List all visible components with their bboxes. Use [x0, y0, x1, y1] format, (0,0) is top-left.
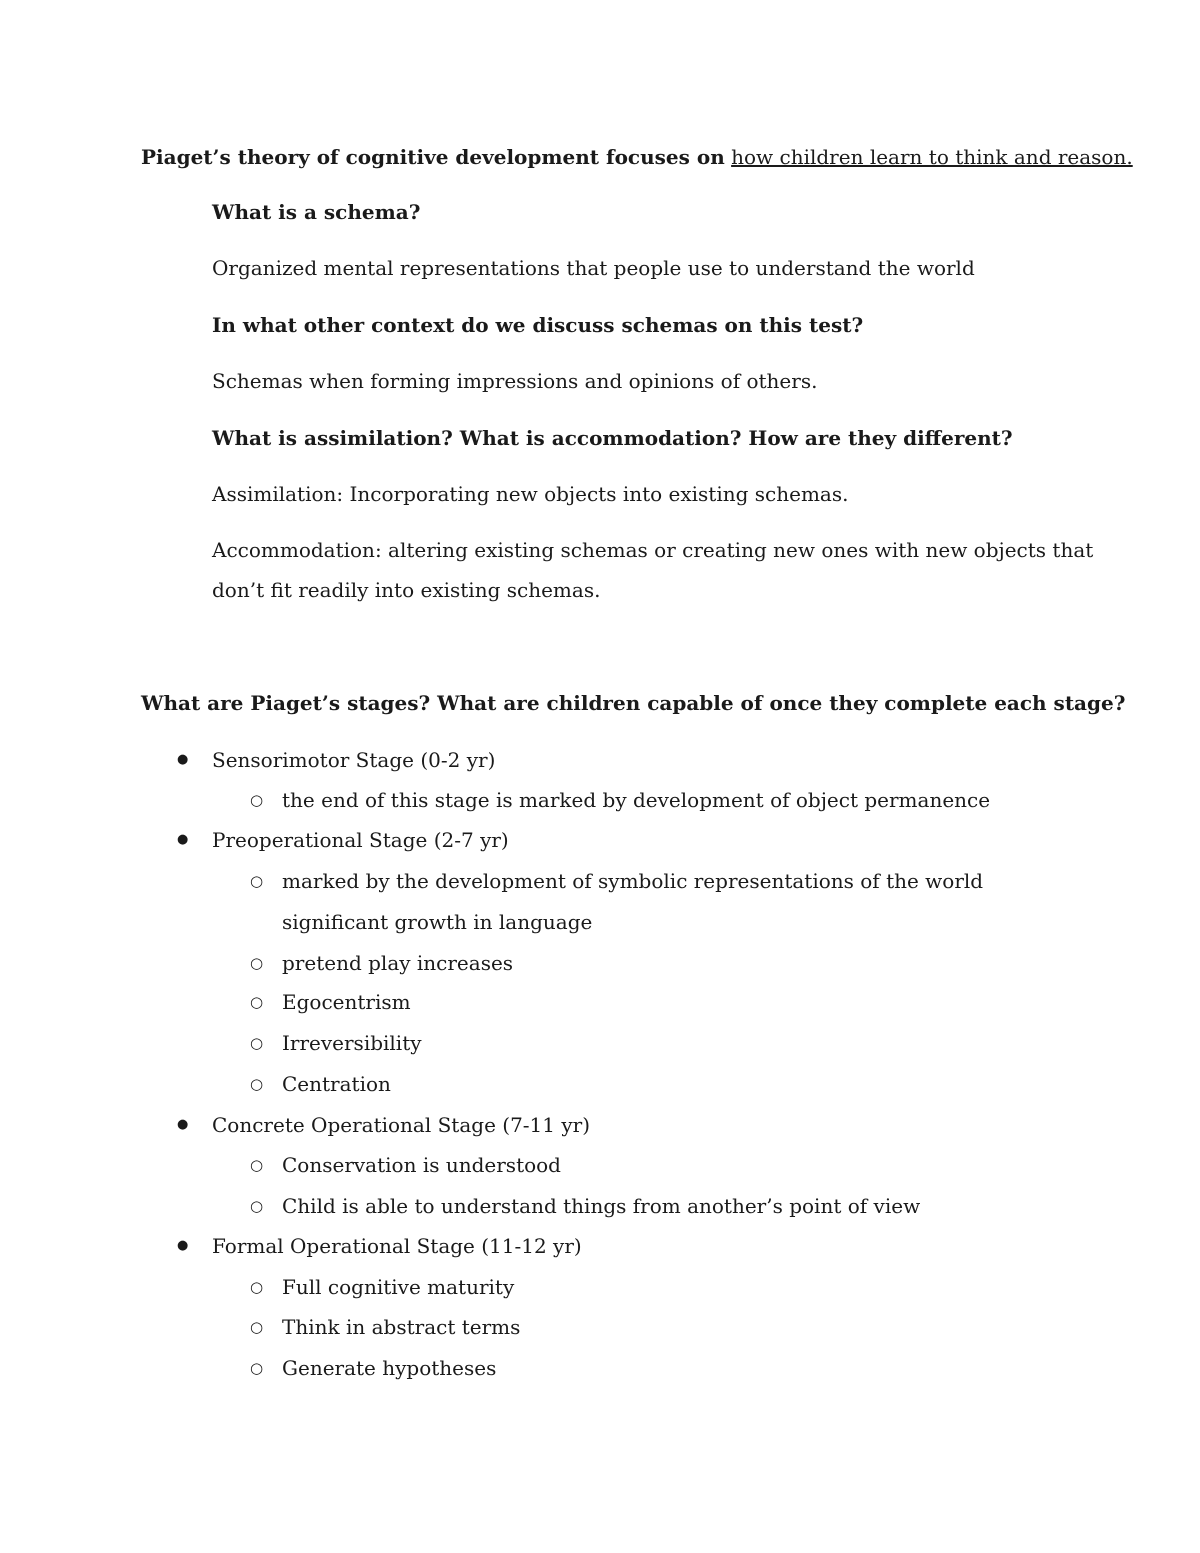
list-item: Irreversibility [282, 1031, 422, 1055]
answer-assimilation: Assimilation: Incorporating new objects into existing schemas. [212, 482, 849, 506]
answer-accommodation-line-2: don’t fit readily into existing schemas. [212, 578, 601, 602]
list-item: Conservation is understood [282, 1153, 561, 1177]
list-item: pretend play increases [282, 951, 514, 975]
list-item: Full cognitive maturity [282, 1275, 515, 1299]
list-item: Generate hypotheses [282, 1356, 497, 1380]
list-item: the end of this stage is marked by development of object permanence [282, 788, 991, 812]
answer-accommodation-line-1: Accommodation: altering existing schemas or creating new ones with new objects that [212, 538, 1094, 562]
stages-heading: What are Piaget’s stages? What are children capable of once they complete each stage? [141, 691, 1126, 715]
question-schema: What is a schema? [212, 200, 421, 224]
stage-preoperational: Preoperational Stage (2-7 yr) [212, 828, 509, 852]
answer-schema: Organized mental representations that people use to understand the world [212, 256, 975, 280]
bullet-hollow: ○ [250, 993, 264, 1011]
bullet-filled: ● [177, 1117, 189, 1132]
bullet-hollow: ○ [250, 1075, 264, 1093]
bullet-filled: ● [177, 832, 189, 847]
list-item: Child is able to understand things from another’s point of view [282, 1194, 921, 1218]
list-item: significant growth in language [282, 910, 593, 934]
list-item: Egocentrism [282, 990, 411, 1014]
bullet-filled: ● [177, 1238, 189, 1253]
bullet-hollow: ○ [250, 1318, 264, 1336]
list-item: Think in abstract terms [282, 1315, 521, 1339]
bullet-hollow: ○ [250, 872, 264, 890]
bullet-hollow: ○ [250, 1359, 264, 1377]
bullet-hollow: ○ [250, 954, 264, 972]
question-assimilation-accommodation: What is assimilation? What is accommodation? How are they different? [212, 426, 1013, 450]
intro-line [141, 145, 1133, 169]
list-item: Centration [282, 1072, 391, 1096]
bullet-hollow: ○ [250, 791, 264, 809]
bullet-hollow: ○ [250, 1034, 264, 1052]
intro-lead: Piaget’s theory of cognitive development focuses on [141, 145, 725, 169]
list-item: marked by the development of symbolic representations of the world [282, 869, 984, 893]
question-schema-context: In what other context do we discuss schemas on this test? [212, 313, 864, 337]
bullet-hollow: ○ [250, 1156, 264, 1174]
stage-sensorimotor: Sensorimotor Stage (0-2 yr) [212, 748, 496, 772]
answer-schema-context: Schemas when forming impressions and opinions of others. [212, 369, 818, 393]
bullet-hollow: ○ [250, 1278, 264, 1296]
bullet-hollow: ○ [250, 1197, 264, 1215]
bullet-filled: ● [177, 752, 189, 767]
intro-underlined: how children learn to think and reason. [731, 145, 1133, 169]
stage-concrete-operational: Concrete Operational Stage (7-11 yr) [212, 1113, 591, 1137]
stage-formal-operational: Formal Operational Stage (11-12 yr) [212, 1234, 582, 1258]
